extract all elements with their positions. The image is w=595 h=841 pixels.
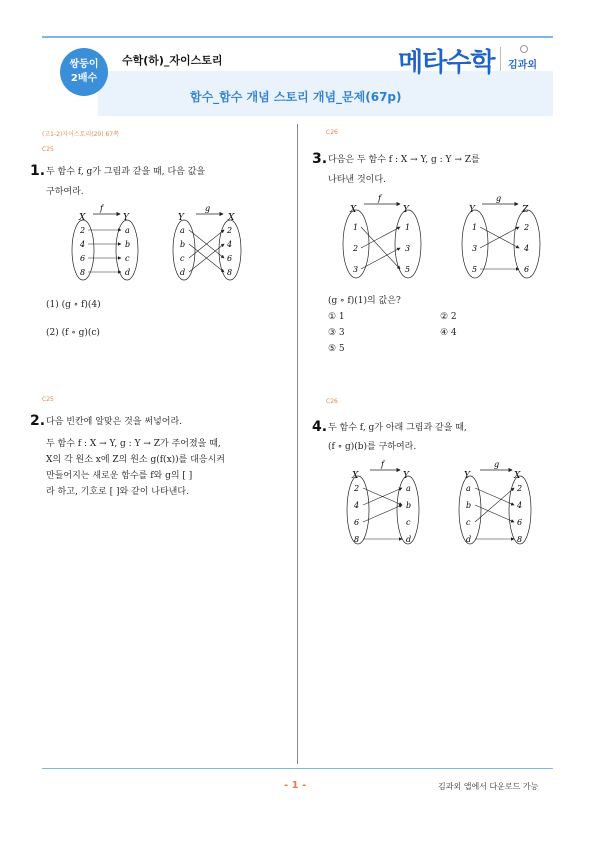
header-top-rule xyxy=(42,36,553,38)
q4-tag: C26 xyxy=(326,398,338,405)
q3-line2: 나타낸 것이다. xyxy=(328,175,386,185)
q3-g-codomain-label: Z xyxy=(522,205,529,215)
q1-f-from-1: 4 xyxy=(80,240,86,249)
q4-f-from-2: 6 xyxy=(354,518,360,527)
q1-g-from-3: d xyxy=(180,268,186,277)
q3-number: 3. xyxy=(312,151,328,167)
q3-g-from-1: 3 xyxy=(472,244,478,253)
q4-g-from-0: a xyxy=(466,484,471,493)
q1-g-to-0: 2 xyxy=(227,226,233,235)
q1-f-func-label: f xyxy=(100,204,103,213)
source-reference: (고1-2)자이스토리(20) 67쪽 xyxy=(42,131,119,138)
q4-f-from-3: 8 xyxy=(354,535,360,544)
q3-f-arrow-2 xyxy=(361,227,400,248)
q2-tag: C25 xyxy=(42,396,54,403)
brand-name: 김과외 xyxy=(508,60,537,71)
q3-g-from-2: 5 xyxy=(472,265,478,274)
q1-g-from-2: c xyxy=(180,254,185,263)
q1-g-to-2: 6 xyxy=(227,254,233,263)
q4-g-to-2: 6 xyxy=(517,518,523,527)
badge-line1: 쌍둥이 xyxy=(69,59,99,70)
q4-f-func-label: f xyxy=(381,460,384,469)
q1-g-to-1: 4 xyxy=(227,240,233,249)
q3-f-from-0: 1 xyxy=(353,223,359,232)
q3-mapping-diagrams xyxy=(336,192,554,282)
twin-badge xyxy=(60,48,108,96)
q3-f-domain-label: X xyxy=(350,205,357,215)
q3-g-to-1: 4 xyxy=(524,244,530,253)
q3-question: (g ∘ f)(1)의 값은? xyxy=(328,296,401,306)
q1-g-func-label: g xyxy=(205,204,211,213)
q4-f-codomain-label: Y xyxy=(403,471,409,481)
q4-g-to-3: 8 xyxy=(517,535,523,544)
q4-line2: (f ∘ g)(b)를 구하여라. xyxy=(328,442,417,452)
q1-line2: 구하여라. xyxy=(46,187,84,197)
q4-g-codomain-label: X xyxy=(514,471,521,481)
q3-g-func-label: g xyxy=(496,194,502,203)
q3-f-to-1: 3 xyxy=(405,244,411,253)
q4-f-to-0: a xyxy=(406,484,411,493)
q4-line1: 두 함수 f, g가 아래 그림과 같을 때, xyxy=(328,423,467,433)
q1-f-codomain-label: Y xyxy=(123,213,129,223)
q3-choice-3[interactable]: ③ 3 xyxy=(328,328,345,338)
q1-g-from-0: a xyxy=(180,226,185,235)
q3-g-domain-label: Y xyxy=(469,205,475,215)
q2-line2: 두 함수 f : X → Y, g : Y → Z가 주어졌을 때, xyxy=(46,439,221,449)
q1-tag: C25 xyxy=(42,146,54,153)
footer-rule xyxy=(42,768,553,769)
column-divider xyxy=(297,124,298,764)
q1-f-from-3: 8 xyxy=(80,268,86,277)
q1-subquestion-2: (2) (f ∘ g)(c) xyxy=(46,328,100,338)
q1-f-to-0: a xyxy=(125,226,130,235)
q4-g-domain-label: Y xyxy=(464,471,470,481)
q3-choice-5[interactable]: ⑤ 5 xyxy=(328,344,345,354)
q1-g-from-1: b xyxy=(180,240,186,249)
q1-f-domain-label: X xyxy=(79,213,86,223)
q1-f-to-1: b xyxy=(125,240,131,249)
q3-f-to-0: 1 xyxy=(405,223,411,232)
q1-g-to-3: 8 xyxy=(227,268,233,277)
q3-f-from-2: 3 xyxy=(353,265,359,274)
q1-g-domain-label: Y xyxy=(178,213,184,223)
q3-f-arrow-3 xyxy=(361,248,400,269)
q4-g-to-1: 4 xyxy=(517,501,523,510)
brand-mark-icon xyxy=(520,45,528,53)
q4-mapping-diagrams xyxy=(346,458,536,550)
q4-g-to-0: 2 xyxy=(517,484,523,493)
badge-line2: 2배수 xyxy=(70,73,98,84)
q4-f-to-3: d xyxy=(406,535,412,544)
course-name: 수학(하)_자이스토리 xyxy=(122,54,223,67)
q1-subquestion-1: (1) (g ∘ f)(4) xyxy=(46,300,101,310)
q1-mapping-diagrams xyxy=(68,202,250,284)
q3-choice-2[interactable]: ② 2 xyxy=(440,312,457,322)
footer-note: 김과외 앱에서 다운로드 가능 xyxy=(438,782,539,791)
q1-f-from-2: 6 xyxy=(80,254,86,263)
q2-line3: X의 각 원소 x에 Z의 원소 g(f(x))를 대응시켜 xyxy=(46,455,225,465)
q4-f-to-1: b xyxy=(406,501,412,510)
q4-g-from-2: c xyxy=(466,518,471,527)
q3-line1: 다음은 두 함수 f : X → Y, g : Y → Z를 xyxy=(328,155,480,165)
q4-g-from-1: b xyxy=(466,501,472,510)
q4-number: 4. xyxy=(312,419,328,435)
page-number: - 1 - xyxy=(284,780,307,791)
q1-number: 1. xyxy=(30,163,46,179)
q1-line1: 두 함수 f, g가 그림과 같을 때, 다음 값을 xyxy=(46,167,206,177)
q3-f-from-1: 2 xyxy=(353,244,359,253)
q1-f-from-0: 2 xyxy=(80,226,86,235)
q1-f-to-2: c xyxy=(125,254,130,263)
q2-line4: 만들어지는 새로운 함수를 f와 g의 [ ] xyxy=(46,471,193,481)
q4-g-from-3: d xyxy=(466,535,472,544)
q3-f-codomain-label: Y xyxy=(403,205,409,215)
q2-line1: 다음 빈칸에 알맞은 것을 써넣어라. xyxy=(46,417,183,427)
q4-f-domain-label: X xyxy=(352,471,359,481)
q3-f-to-2: 5 xyxy=(405,265,411,274)
q3-choice-1[interactable]: ① 1 xyxy=(328,312,345,322)
q3-g-to-0: 2 xyxy=(524,223,530,232)
logo-separator xyxy=(500,47,501,71)
q1-g-codomain-label: X xyxy=(228,213,235,223)
logo: 메타수학 xyxy=(398,48,495,78)
q2-line5: 라 하고, 기호로 [ ]와 같이 나타낸다. xyxy=(46,487,189,497)
q3-g-to-2: 6 xyxy=(524,265,530,274)
q3-g-from-0: 1 xyxy=(472,223,478,232)
q4-f-from-1: 4 xyxy=(354,501,360,510)
q3-choice-4[interactable]: ④ 4 xyxy=(440,328,457,338)
q4-f-to-2: c xyxy=(406,518,411,527)
q1-f-to-3: d xyxy=(125,268,131,277)
q2-number: 2. xyxy=(30,413,46,429)
q4-g-func-label: g xyxy=(494,460,500,469)
q4-f-from-0: 2 xyxy=(354,484,360,493)
page-title: 함수_함수 개념 스토리 개념_문제(67p) xyxy=(190,90,402,104)
q3-f-func-label: f xyxy=(378,194,381,203)
q3-tag: C26 xyxy=(326,129,338,136)
